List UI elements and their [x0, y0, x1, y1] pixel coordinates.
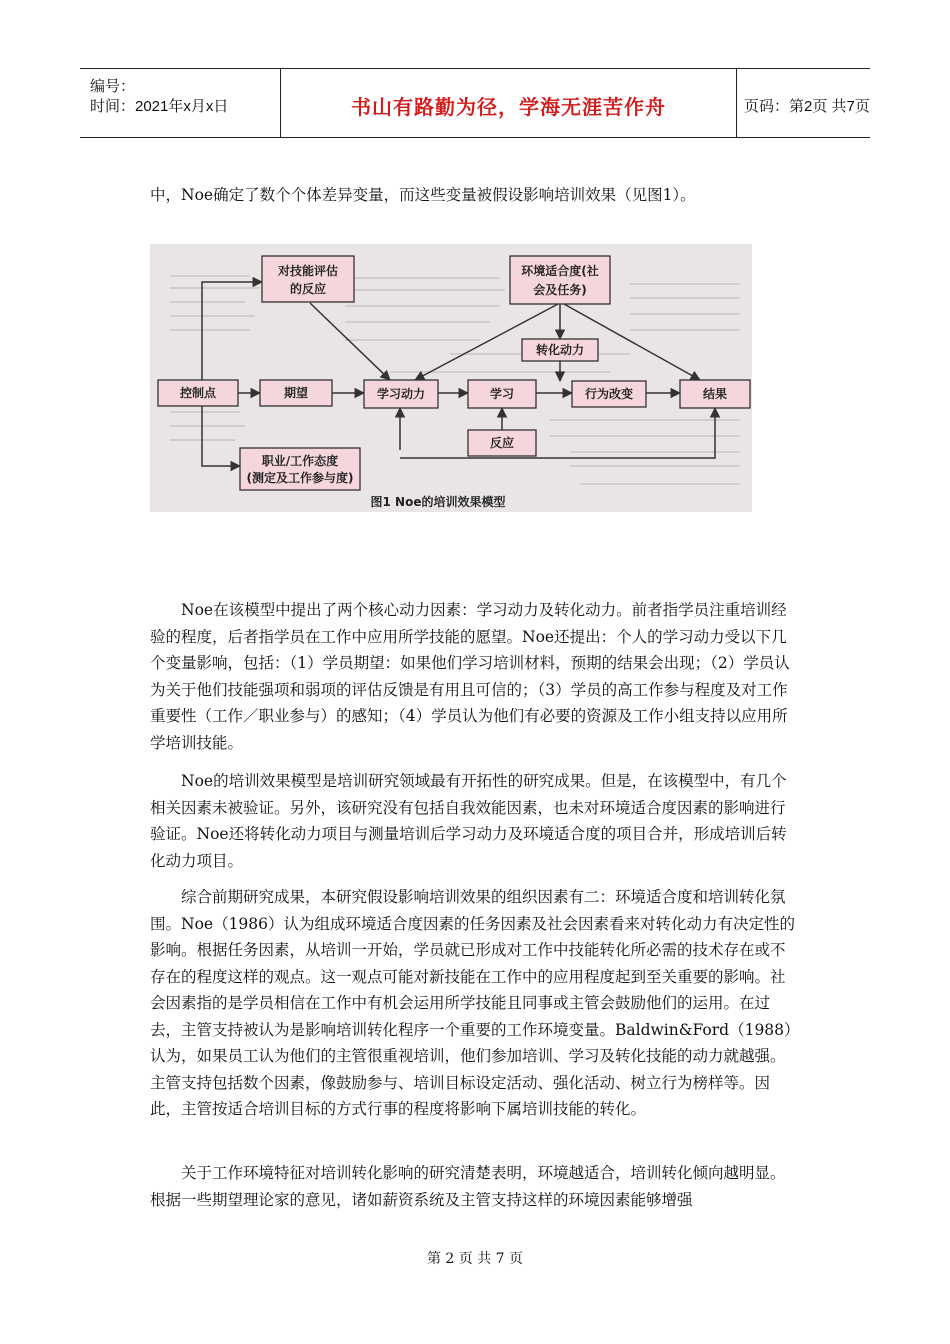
- box-results: [680, 380, 750, 408]
- figure-noe-model: [150, 244, 752, 512]
- box-learning-label: 学习: [489, 387, 515, 401]
- header-page-label: 页码：第2页 共7页: [744, 98, 870, 115]
- box-environment-fit-line1: 环境适合度(社: [521, 264, 599, 278]
- figure-caption: 图1 Noe的培训效果模型: [370, 495, 506, 509]
- header-motto: 书山有路勤为径，学海无涯苦作舟: [351, 95, 666, 119]
- box-skill-assessment-line2: 的反应: [289, 282, 327, 296]
- box-behavior-change-label: 行为改变: [584, 387, 634, 401]
- box-skill-assessment-reaction: [262, 256, 354, 302]
- box-environment-fit-line2: 会及任务): [533, 283, 587, 297]
- noe-model-diagram: [150, 244, 752, 512]
- box-reaction-label: 反应: [489, 436, 515, 450]
- box-control-point: [158, 380, 238, 406]
- box-transfer-motivation: [522, 339, 598, 361]
- box-expectation-label: 期望: [283, 386, 309, 400]
- box-learning-motivation: [364, 380, 438, 408]
- paragraph-3: 综合前期研究成果，本研究假设影响培训效果的组织因素有二：环境适合度和培训转化氛围。Noe（1986）认为组成环境适合度因素的任务因素及社会因素看来对转化动力有决定性的影响。根据任务因素，从培训一开始，学员就已形成对工作中技能转化所必需的技术存在或不存在的程度这样的观点。这一观点可能对新技能在工作中的应用程度起到至关重要的影响。社会因素指的是学员相信在工作中有机会运用所学技能且同事或主管会鼓励他们的运用。在过去，主管支持被认为是影响培训转化程序一个重要的工作环境变量。Baldwin&Ford（1988）认为，如果员工认为他们的主管很重视培训，他们参加培训、学习及转化技能的动力就越强。主管支持包括数个因素，像鼓励参与、培训目标设定活动、强化活动、树立行为榜样等。因此，主管按适合培训目标的方式行事的程度将影响下属培训技能的转化。: [150, 888, 800, 1118]
- paragraph-1: Noe在该模型中提出了两个核心动力因素：学习动力及转化动力。前者指学员注重培训经验的程度，后者指学员在工作中应用所学技能的愿望。Noe还提出：个人的学习动力受以下几个变量影响，包括：（1）学员期望：如果他们学习培训材料，预期的结果会出现；（2）学员认为关于他们技能强项和弱项的评估反馈是有用且可信的；（3）学员的高工作参与程度及对工作重要性（工作／职业参与）的感知；（4）学员认为他们有必要的资源及工作小组支持以应用所学培训技能。: [150, 601, 790, 752]
- box-environment-fit: [510, 256, 610, 304]
- box-transfer-motivation-label: 转化动力: [535, 343, 585, 357]
- box-learning-motivation-label: 学习动力: [376, 387, 426, 401]
- box-career-attitude-line1: 职业/工作态度: [261, 454, 339, 468]
- box-career-attitude: [240, 448, 360, 490]
- box-results-label: 结果: [702, 387, 728, 401]
- paragraph-4: 关于工作环境特征对培训转化影响的研究清楚表明，环境越适合，培训转化倾向越明显。根据一些期望理论家的意见，诸如薪资系统及主管支持这样的环境因素能够增强: [150, 1164, 786, 1209]
- box-skill-assessment-line1: 对技能评估: [277, 264, 339, 278]
- box-behavior-change: [572, 381, 646, 407]
- header-motto-cell: [280, 69, 737, 137]
- paragraph-2: Noe的培训效果模型是培训研究领域最有开拓性的研究成果。但是，在该模型中，有几个相关因素未被验证。另外，该研究没有包括自我效能因素，也未对环境适合度因素的影响进行验证。Noe还将转化动力项目与测量培训后学习动力及环境适合度的项目合并，形成培训后转化动力项目。: [150, 772, 787, 870]
- box-reaction: [468, 430, 536, 456]
- box-learning: [468, 380, 536, 408]
- diagram-connectors: [202, 282, 715, 466]
- box-control-point-label: 控制点: [179, 386, 217, 400]
- box-expectation: [260, 380, 332, 406]
- doc-time-label: 时间：2021年x月x日: [90, 98, 229, 115]
- doc-number-label: 编号：: [90, 78, 136, 95]
- page-header: [80, 68, 870, 138]
- box-career-attitude-line2: (测定及工作参与度): [246, 471, 354, 485]
- page-footer: 第 2 页 共 7 页: [426, 1251, 524, 1267]
- intro-paragraph: 中，Noe确定了数个个体差异变量，而这些变量被假设影响培训效果（见图1）。: [150, 186, 696, 204]
- header-page-cell: [735, 69, 870, 137]
- header-info-cell: [80, 69, 280, 137]
